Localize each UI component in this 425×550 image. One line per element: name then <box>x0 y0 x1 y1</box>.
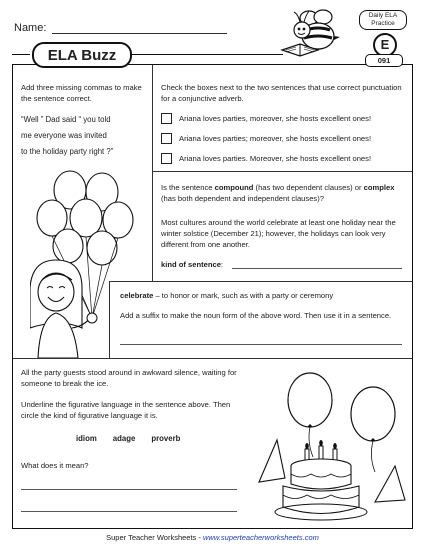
badge-line-2: Practice <box>371 20 395 27</box>
q2-option-1[interactable] <box>161 109 406 128</box>
balloon-icon <box>53 229 83 263</box>
name-label: Name: <box>14 22 47 34</box>
divider-q3-q4 <box>109 281 412 282</box>
daily-practice-badge <box>359 10 407 30</box>
title-rule-left <box>12 54 30 55</box>
party-hat-icon <box>375 466 405 502</box>
q3-question <box>161 182 408 204</box>
balloon-icon <box>87 231 117 265</box>
balloon-icon <box>288 373 332 427</box>
page-title: ELA Buzz <box>32 42 132 68</box>
q4-instruction: Add a suffix to make the noun form of the above word. Then use it in a sentence. <box>120 311 392 320</box>
q3-text: Is the sentence <box>161 183 215 192</box>
q3-answer-field[interactable] <box>232 268 402 269</box>
q2-option-text: Ariana loves parties; moreover, she hosts excellent ones! <box>179 134 372 143</box>
q1-line-1: “Well ” Dad said “ you told <box>21 115 111 124</box>
q1-line-2: me everyone was invited <box>21 131 107 140</box>
q2-option-3[interactable] <box>161 149 406 168</box>
q4-answer-field[interactable] <box>120 344 402 345</box>
q4-definition-text: – to honor or mark, such as with a party or ceremony <box>153 291 334 300</box>
girl-balloons-illustration <box>30 168 140 358</box>
q5-answer-line-2[interactable] <box>21 511 237 512</box>
q5-question: What does it mean? <box>21 461 89 470</box>
q3-text: (has two dependent clauses) or <box>253 183 364 192</box>
divider-vertical-mid <box>152 171 153 281</box>
q1-line-3: to the holiday party right ?” <box>21 147 114 156</box>
q2-option-text: Ariana loves parties. Moreover, she hosts excellent ones! <box>179 154 372 163</box>
balloon-icon <box>351 387 395 441</box>
q3-term-complex: complex <box>363 183 395 192</box>
q3-term-compound: compound <box>214 183 254 192</box>
checkbox[interactable] <box>161 133 172 144</box>
q2-options <box>161 109 406 168</box>
q4-definition <box>120 290 410 301</box>
q3-passage: Most cultures around the world celebrate at least one holiday near the winter solstice (December 21); however, the holidays can look very different from one another. <box>161 218 396 249</box>
q3-answer-term: kind of sentence <box>161 260 221 269</box>
choice-proverb[interactable]: proverb <box>151 434 181 443</box>
footer-link[interactable]: www.superteacherworksheets.com <box>202 533 319 542</box>
q5-instruction: Underline the figurative language in the sentence above. Then circle the kind of figurative language it is. <box>21 400 231 420</box>
q1-sentence <box>21 112 151 160</box>
q5-sentence: All the party guests stood around in awkward silence, waiting for someone to break the ice. <box>21 368 237 388</box>
bee-icon <box>276 6 360 64</box>
badge-line-1: Daily ELA <box>368 12 398 19</box>
q5-answer-line-1[interactable] <box>21 489 237 490</box>
footer-brand: Super Teacher Worksheets - <box>106 533 203 542</box>
level-badge: E <box>373 33 397 57</box>
cake-balloons-illustration <box>255 362 410 527</box>
worksheet-number: 091 <box>365 54 403 67</box>
title-rule-right <box>130 54 283 55</box>
divider-q4-q5 <box>13 358 412 359</box>
name-field[interactable] <box>52 33 227 34</box>
q3-answer-label <box>161 259 223 270</box>
choice-adage[interactable]: adage <box>112 434 136 443</box>
q1-instruction: Add three missing commas to make the sentence correct. <box>21 83 142 103</box>
q3-text: (has both dependent and independent clauses)? <box>161 194 324 203</box>
checkbox[interactable] <box>161 153 172 164</box>
q4-word: celebrate <box>120 291 154 300</box>
divider-q2-q3 <box>152 171 412 172</box>
divider-vertical-top <box>152 65 153 171</box>
party-hat-icon <box>259 440 285 482</box>
choice-idiom[interactable]: idiom <box>76 434 97 443</box>
footer <box>0 533 425 542</box>
checkbox[interactable] <box>161 113 172 124</box>
q3-answer-colon: : <box>220 260 224 269</box>
q2-option-text: Ariana loves parties, moreover, she hosts excellent ones! <box>179 114 372 123</box>
q2-instruction: Check the boxes next to the two sentences that use correct punctuation for a conjunctive adverb. <box>161 83 402 103</box>
q2-option-2[interactable] <box>161 129 406 148</box>
q5-choices <box>76 434 180 443</box>
